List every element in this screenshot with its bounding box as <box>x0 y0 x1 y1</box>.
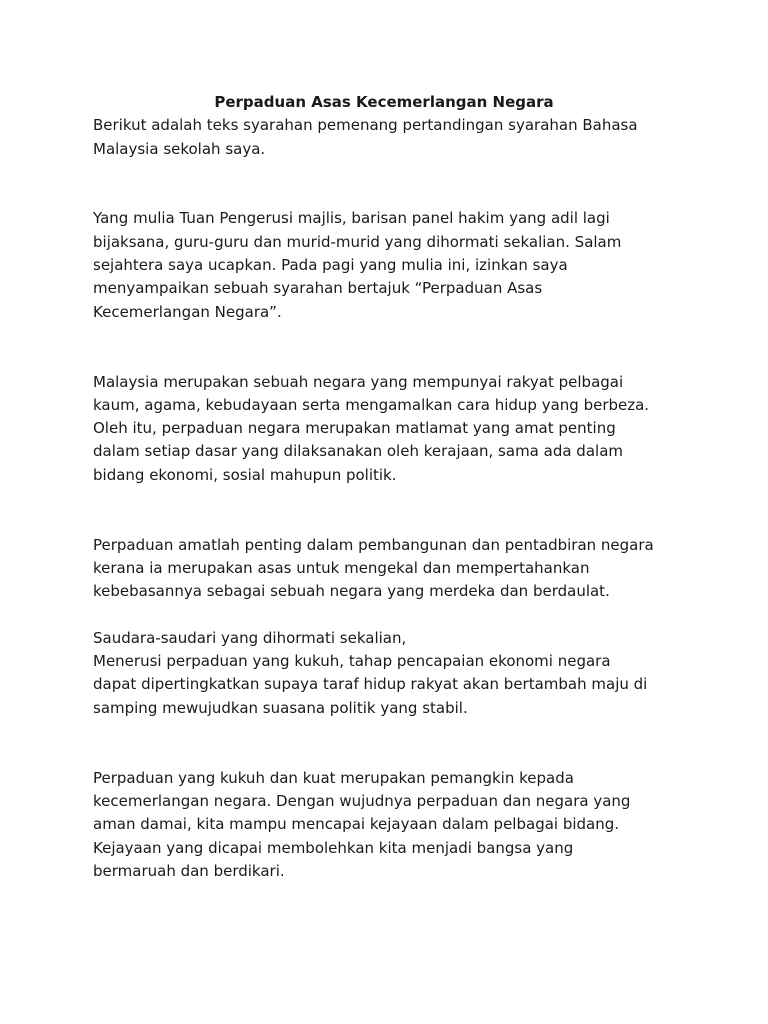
document-body <box>93 91 693 883</box>
paragraph-line: sejahtera saya ucapkan. Pada pagi yang mulia ini, izinkan saya <box>93 256 568 275</box>
paragraph-line: Menerusi perpaduan yang kukuh, tahap pencapaian ekonomi negara <box>93 652 611 671</box>
blank-line <box>93 743 693 766</box>
paragraph-line: kecemerlangan negara. Dengan wujudnya perpaduan dan negara yang <box>93 791 631 810</box>
paragraph-line: Yang mulia Tuan Pengerusi majlis, barisan panel hakim yang adil lagi <box>93 209 610 228</box>
blank-line <box>93 184 693 207</box>
blank-line <box>93 487 693 510</box>
paragraph-line: kaum, agama, kebudayaan serta mengamalkan cara hidup yang berbeza. <box>93 395 650 414</box>
paragraph-economy <box>93 627 693 720</box>
paragraph-line: Perpaduan amatlah penting dalam pembangunan dan pentadbiran negara <box>93 535 654 554</box>
paragraph-line: Berikut adalah teks syarahan pemenang pertandingan syarahan Bahasa <box>93 116 638 135</box>
paragraph-line: dapat dipertingkatkan supaya taraf hidup rakyat akan bertambah maju di <box>93 675 648 694</box>
paragraph-excellence <box>93 767 693 883</box>
paragraph-line: bijaksana, guru-guru dan murid-murid yang dihormati sekalian. Salam <box>93 232 622 251</box>
paragraph-line: bidang ekonomi, sosial mahupun politik. <box>93 465 397 484</box>
paragraph-line: kerana ia merupakan asas untuk mengekal dan mempertahankan <box>93 558 590 577</box>
blank-line <box>93 347 693 370</box>
paragraph-line: samping mewujudkan suasana politik yang stabil. <box>93 698 468 717</box>
paragraph-line: Oleh itu, perpaduan negara merupakan matlamat yang amat penting <box>93 419 616 438</box>
blank-line <box>93 161 693 184</box>
blank-line <box>93 324 693 347</box>
paragraph-line: Perpaduan yang kukuh dan kuat merupakan pemangkin kepada <box>93 768 574 787</box>
paragraph-importance <box>93 534 693 604</box>
paragraph-malaysia <box>93 371 693 487</box>
paragraph-line: kebebasannya sebagai sebuah negara yang merdeka dan berdaulat. <box>93 582 610 601</box>
paragraph-line: Malaysia merupakan sebuah negara yang mempunyai rakyat pelbagai <box>93 372 624 391</box>
paragraph-line: Kejayaan yang dicapai membolehkan kita menjadi bangsa yang <box>93 838 574 857</box>
paragraph-line: menyampaikan sebuah syarahan bertajuk “Perpaduan Asas <box>93 279 543 298</box>
paragraph-greeting <box>93 207 693 323</box>
paragraph-line: Malaysia sekolah saya. <box>93 139 266 158</box>
title-row-spacer <box>93 91 693 114</box>
paragraph-line: Kecemerlangan Negara”. <box>93 302 282 321</box>
document-title: Perpaduan Asas Kecemerlangan Negara <box>214 93 554 111</box>
paragraph-line: bermaruah dan berdikari. <box>93 861 285 880</box>
blank-line <box>93 720 693 743</box>
paragraph-line: Saudara-saudari yang dihormati sekalian, <box>93 628 407 647</box>
blank-line <box>93 510 693 533</box>
paragraph-intro <box>93 114 693 161</box>
paragraph-line: dalam setiap dasar yang dilaksanakan oleh kerajaan, sama ada dalam <box>93 442 623 461</box>
blank-line <box>93 604 693 627</box>
paragraph-line: aman damai, kita mampu mencapai kejayaan dalam pelbagai bidang. <box>93 815 620 834</box>
